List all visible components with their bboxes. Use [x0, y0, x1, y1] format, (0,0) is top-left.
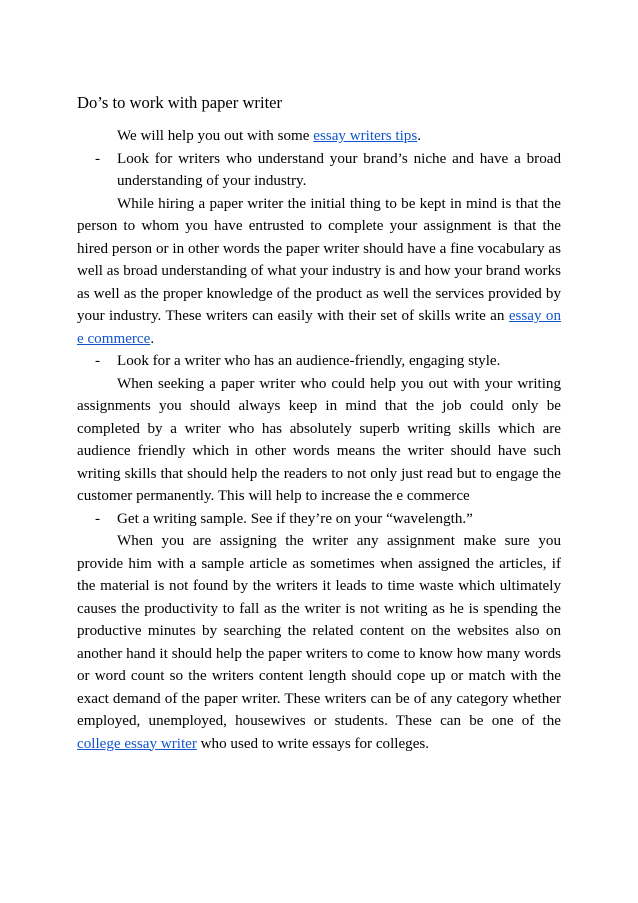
bullet-text-3: Get a writing sample. See if they’re on your “wavelength.”	[117, 510, 473, 527]
bullet-text-2: Look for a writer who has an audience-friendly, engaging style.	[117, 353, 501, 369]
document-title: Do’s to work with paper writer	[77, 93, 283, 112]
bullet-item-2	[77, 350, 561, 373]
intro-paragraph	[77, 125, 561, 148]
bullet-dash: -	[95, 150, 101, 167]
paragraph-1-text: While hiring a paper writer the initial thing to be kept in mind is that the person to whom you have entrusted to complete your assignment is that the hired person or in other words the paper writer should have a fine vocabulary as well as broad understanding of what your industry is and how your brand works as well as the proper knowledge of the product as well the services provided by your industry. These writers can easily with their set of skills write an	[77, 195, 561, 324]
essay-on-e-commerce-link[interactable]: essay on e commerce	[77, 308, 561, 347]
paragraph-1	[77, 193, 561, 351]
bullet-item-1	[77, 148, 561, 193]
intro-text: We will help you out with some	[117, 128, 314, 144]
bullet-dash: -	[95, 353, 101, 369]
paragraph-3	[77, 530, 561, 755]
bullet-item-3	[77, 508, 561, 531]
paragraph-2: When seeking a paper writer who could help you out with your writing assignments you should always keep in mind that the job could only be completed by a writer who has absolutely superb writing skills which are audience friendly which in other words means the writer should have such writing skills that should help the readers to not only just read but to engage the customer permanently. This will help to increase the e commerce	[77, 375, 561, 504]
paragraph-3-text: When you are assigning the writer any assignment make sure you provide him with a sample article as sometimes when assigned the articles, if the material is not found by the writers it leads to time waste which ultimately causes the productivity to fall as the writer is not writing as he is spending the productive minutes by searching the related content on the websites also on another hand it should help the paper writers to come to know how many words or word count so the writers content length should cope up or match with the exact demand of the paper writer. These writers can be of any category whether employed, unemployed, housewives or students. These can be one of the	[77, 533, 561, 729]
essay-writers-tips-link[interactable]: essay writers tips	[313, 128, 418, 144]
paragraph-1-end: .	[150, 330, 155, 347]
bullet-text-1: Look for writers who understand your brand’s niche and have a broad understanding of your industry.	[117, 150, 561, 189]
document-body	[77, 92, 561, 755]
college-essay-writer-link[interactable]: college essay writer	[77, 735, 197, 752]
intro-text-end: .	[417, 128, 421, 144]
bullet-dash: -	[95, 510, 101, 527]
paragraph-3-end: who used to write essays for colleges.	[196, 735, 430, 752]
